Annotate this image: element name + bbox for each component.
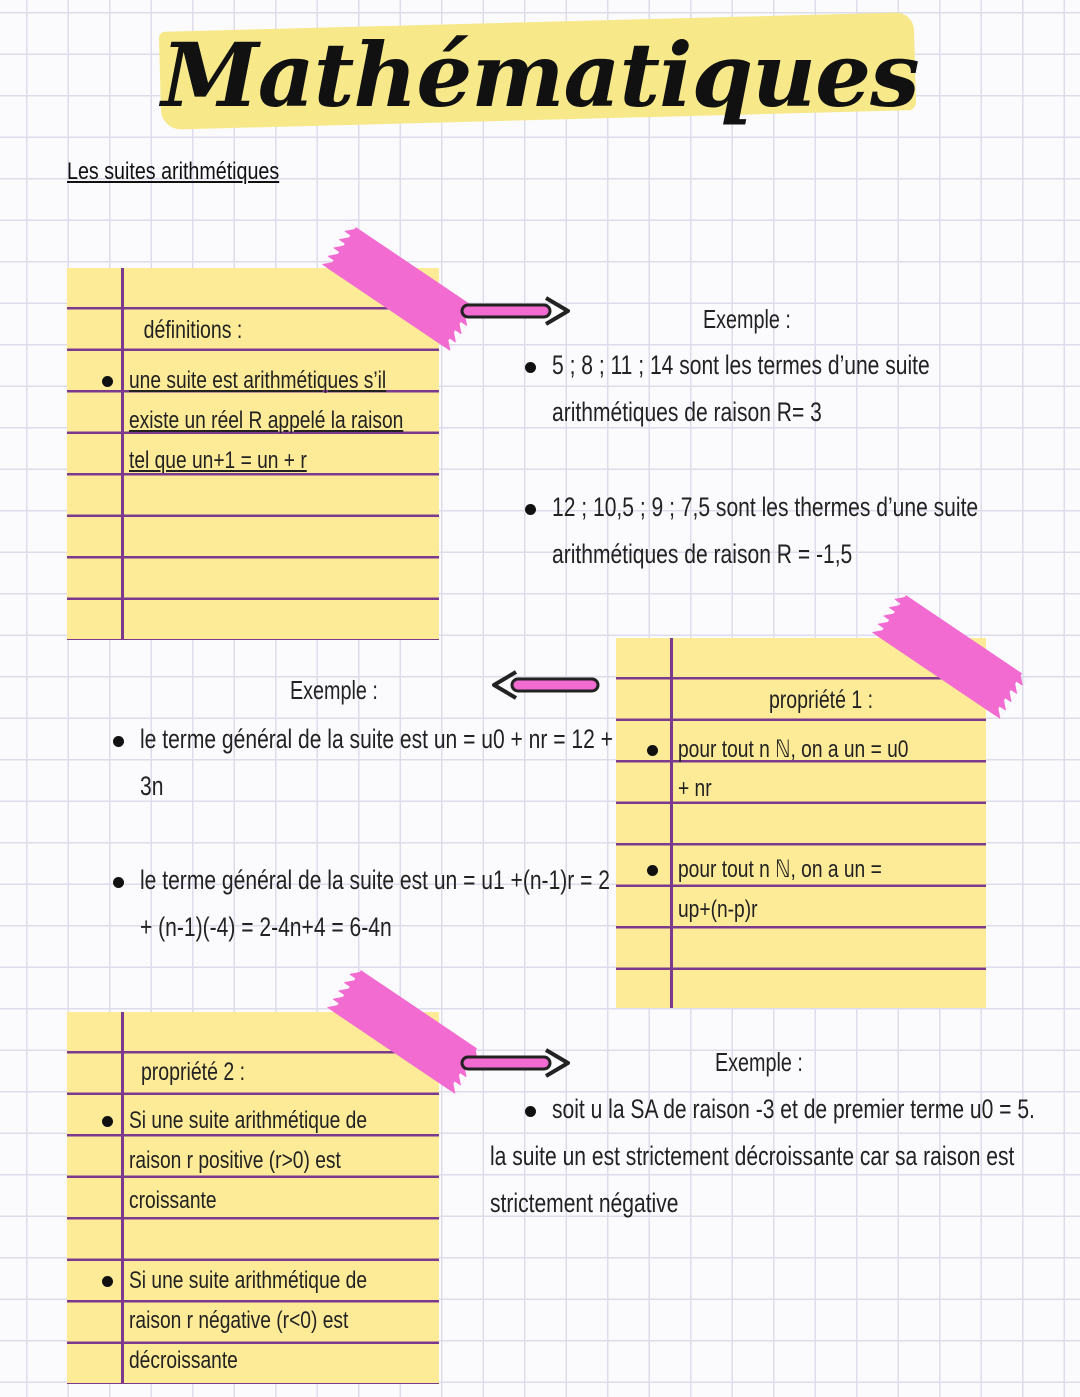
- example-line: soit u la SA de raison -3 et de premier terme u0 = 5.: [552, 1094, 1035, 1124]
- example-line: le terme général de la suite est un = u1 +(n-1)r = 2: [140, 865, 611, 895]
- example-heading: Exemple :: [290, 675, 378, 705]
- bullet-dot: [102, 1276, 113, 1287]
- example-line: arithmétiques de raison R = -1,5: [552, 539, 853, 569]
- bullet-dot: [525, 504, 536, 515]
- note-heading: propriété 2 :: [140, 1058, 246, 1086]
- note-line: Si une suite arithmétique de: [129, 1107, 368, 1134]
- example-heading: Exemple :: [703, 304, 791, 334]
- note-line: up+(n-p)r: [678, 896, 758, 923]
- example-line: arithmétiques de raison R= 3: [552, 397, 822, 427]
- bullet-dot: [102, 1116, 113, 1127]
- example-line: le terme général de la suite est un = u0 + nr = 12 +: [140, 724, 613, 754]
- note-property-1: [616, 638, 986, 1008]
- bullet-dot: [113, 877, 124, 888]
- note-line: Si une suite arithmétique de: [129, 1267, 368, 1294]
- arrow-right-icon: [460, 1046, 572, 1080]
- bullet-dot: [525, 362, 536, 373]
- arrow-right-icon: [460, 294, 572, 328]
- note-line: raison r positive (r>0) est: [129, 1147, 341, 1174]
- section-subtitle: Les suites arithmétiques: [67, 158, 280, 185]
- example-line: + (n-1)(-4) = 2-4n+4 = 6-4n: [140, 912, 392, 942]
- bullet-dot: [647, 745, 658, 756]
- example-line: 5 ; 8 ; 11 ; 14 sont les termes d’une suite: [552, 350, 930, 380]
- note-line: + nr: [678, 775, 712, 802]
- note-line: croissante: [129, 1187, 217, 1214]
- arrow-left-icon: [490, 668, 602, 702]
- bullet-dot: [102, 376, 113, 387]
- note-property-2: [67, 1012, 439, 1384]
- note-line: raison r négative (r<0) est: [129, 1307, 349, 1334]
- note-line: pour tout n ℕ, on a un =: [678, 856, 882, 883]
- note-definitions: [67, 268, 439, 640]
- note-line: existe un réel R appelé la raison: [129, 407, 404, 434]
- bullet-dot: [113, 736, 124, 747]
- note-line: tel que un+1 = un + r: [129, 447, 307, 474]
- page-title: Mathématiques: [161, 23, 919, 127]
- example-heading: Exemple :: [715, 1047, 803, 1077]
- note-heading: propriété 1 :: [768, 686, 874, 714]
- example-line: la suite un est strictement décroissante car sa raison est: [490, 1141, 1015, 1171]
- note-heading: définitions :: [143, 316, 243, 344]
- bullet-dot: [525, 1106, 536, 1117]
- example-line: strictement négative: [490, 1188, 679, 1218]
- example-line: 3n: [140, 771, 164, 801]
- note-line: pour tout n ℕ, on a un = u0: [678, 736, 909, 763]
- note-line: une suite est arithmétiques s’il: [129, 367, 387, 394]
- bullet-dot: [647, 865, 658, 876]
- note-line: décroissante: [129, 1347, 238, 1374]
- example-line: 12 ; 10,5 ; 9 ; 7,5 sont les thermes d’une suite: [552, 492, 979, 522]
